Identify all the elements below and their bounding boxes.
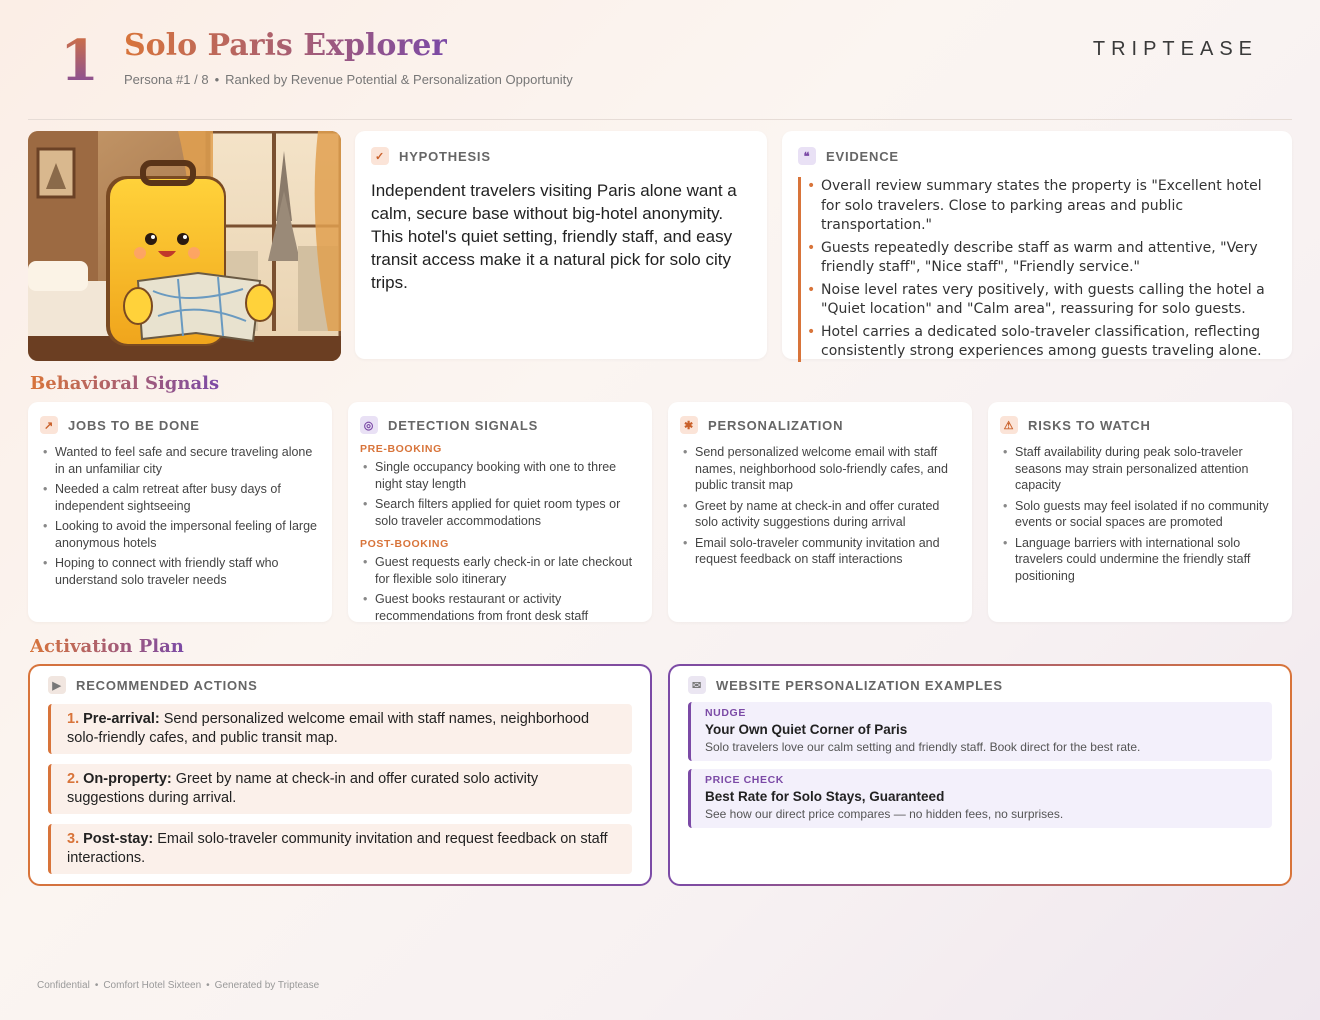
separator: • bbox=[214, 72, 220, 87]
action-label: Pre-arrival: bbox=[83, 711, 160, 727]
hypothesis-text: Independent travelers visiting Paris alone want a calm, secure base without big-hotel anonymity. This hotel's quiet setting, friendly staff, and easy transit access make it a natural pick for solo city trips. bbox=[371, 181, 737, 292]
list-item: • Wanted to feel safe and secure traveling alone in an unfamiliar city bbox=[40, 444, 320, 477]
envelope-icon: ✉ bbox=[688, 676, 706, 694]
jobs-to-be-done-card bbox=[28, 402, 332, 622]
detection-header bbox=[360, 416, 640, 434]
evidence-item: • Overall review summary states the property is "Excellent hotel for solo travelers. Close to parking areas and public transportation." bbox=[821, 177, 1276, 236]
risks-heading: RISKS TO WATCH bbox=[1028, 417, 1151, 433]
list-item: • Hoping to connect with friendly staff who understand solo traveler needs bbox=[40, 555, 320, 588]
example-headline: Best Rate for Solo Stays, Guaranteed bbox=[705, 789, 945, 804]
risks-header bbox=[1000, 416, 1280, 434]
example-tag: NUDGE bbox=[705, 707, 746, 719]
action-number: 3. bbox=[67, 831, 80, 847]
evidence-card bbox=[782, 131, 1292, 359]
example-tag: PRICE CHECK bbox=[705, 774, 784, 786]
personalization-header bbox=[680, 416, 960, 434]
list-item: • Guest books restaurant or activity recommendations from front desk staff bbox=[360, 591, 640, 624]
brand-logo: TRIPTEASE bbox=[1092, 38, 1258, 60]
warning-icon: ⚠ bbox=[1000, 416, 1018, 434]
footer-generated: Generated by Triptease bbox=[214, 980, 320, 991]
quote-icon: ❝ bbox=[798, 147, 816, 165]
hypothesis-heading: HYPOTHESIS bbox=[399, 148, 491, 164]
page-footer bbox=[37, 980, 319, 991]
example-body: See how our direct price compares — no hidden fees, no surprises. bbox=[705, 807, 1064, 821]
list-item: • Send personalized welcome email with staff names, neighborhood solo-friendly cafes, and public transit map bbox=[680, 444, 960, 494]
example-body: Solo travelers love our calm setting and friendly staff. Book direct for the best rate. bbox=[705, 740, 1141, 754]
action-number: 1. bbox=[67, 711, 80, 727]
footer-hotel: Comfort Hotel Sixteen bbox=[103, 980, 202, 991]
website-example bbox=[688, 769, 1272, 828]
page-subtitle bbox=[124, 72, 573, 87]
separator: • bbox=[94, 980, 99, 991]
target-icon: ◎ bbox=[360, 416, 378, 434]
list-item: • Email solo-traveler community invitation and request feedback on staff interactions bbox=[680, 535, 960, 568]
detection-signals-card bbox=[348, 402, 652, 622]
page-header bbox=[28, 20, 1292, 120]
behavioral-signals-title: Behavioral Signals bbox=[30, 373, 220, 394]
risks-card bbox=[988, 402, 1292, 622]
list-item: • Single occupancy booking with one to three night stay length bbox=[360, 459, 640, 492]
list-item: • Solo guests may feel isolated if no community events or social spaces are promoted bbox=[1000, 498, 1280, 531]
website-personalization-body bbox=[670, 666, 1290, 884]
risks-list bbox=[1000, 444, 1280, 584]
footer-confidential: Confidential bbox=[37, 980, 90, 991]
persona-illustration bbox=[28, 131, 341, 361]
example-headline: Your Own Quiet Corner of Paris bbox=[705, 722, 908, 737]
detection-heading: DETECTION SIGNALS bbox=[388, 417, 539, 433]
activation-plan-title: Activation Plan bbox=[30, 636, 184, 657]
list-item: • Needed a calm retreat after busy days of independent sightseeing bbox=[40, 481, 320, 514]
personalization-card bbox=[668, 402, 972, 622]
action-number: 2. bbox=[67, 771, 80, 787]
personalization-list bbox=[680, 444, 960, 568]
jobs-list bbox=[40, 444, 320, 588]
persona-count: Persona #1 / 8 bbox=[124, 72, 209, 87]
evidence-header bbox=[798, 147, 1276, 165]
recommended-actions-panel bbox=[28, 664, 652, 886]
arrow-up-right-icon: ↗ bbox=[40, 416, 58, 434]
pre-booking-label: PRE-BOOKING bbox=[360, 443, 442, 455]
evidence-item: • Hotel carries a dedicated solo-traveler classification, reflecting consistently strong experiences among guests traveling alone. bbox=[821, 323, 1276, 362]
suitcase-mascot-image bbox=[28, 131, 341, 361]
personalization-heading: PERSONALIZATION bbox=[708, 417, 844, 433]
recommended-actions-body bbox=[30, 666, 650, 884]
post-booking-label: POST-BOOKING bbox=[360, 538, 449, 550]
action-item bbox=[48, 764, 632, 814]
action-text: Send personalized welcome email with staff names, neighborhood solo-friendly cafes, and public transit map. bbox=[67, 711, 590, 746]
persona-rank: 1 bbox=[60, 28, 99, 94]
action-text: Greet by name at check-in and offer curated solo activity suggestions during arrival. bbox=[67, 771, 539, 806]
checkmark-icon: ✓ bbox=[371, 147, 389, 165]
list-item: • Search filters applied for quiet room types or solo traveler accommodations bbox=[360, 496, 640, 529]
action-item bbox=[48, 704, 632, 754]
list-item: • Greet by name at check-in and offer curated solo activity suggestions during arrival bbox=[680, 498, 960, 531]
website-header bbox=[688, 676, 1272, 694]
list-item: • Looking to avoid the impersonal feeling of large anonymous hotels bbox=[40, 518, 320, 551]
post-booking-list bbox=[360, 554, 640, 624]
evidence-list bbox=[798, 177, 1276, 362]
action-item bbox=[48, 824, 632, 874]
list-item: • Language barriers with international solo travelers could undermine the friendly staff positioning bbox=[1000, 535, 1280, 585]
hypothesis-header bbox=[371, 147, 751, 165]
sparkle-icon: ✱ bbox=[680, 416, 698, 434]
evidence-item: • Noise level rates very positively, with guests calling the hotel a "Quiet location" and "Calm area", reassuring for solo guests. bbox=[821, 281, 1276, 320]
jobs-header bbox=[40, 416, 320, 434]
evidence-item: • Guests repeatedly describe staff as warm and attentive, "Very friendly staff", "Nice staff", "Friendly service." bbox=[821, 239, 1276, 278]
action-label: Post-stay: bbox=[83, 831, 154, 847]
evidence-heading: EVIDENCE bbox=[826, 148, 899, 164]
action-text: Email solo-traveler community invitation and request feedback on staff interactions. bbox=[67, 831, 608, 866]
recommended-heading: RECOMMENDED ACTIONS bbox=[76, 677, 258, 693]
website-personalization-panel bbox=[668, 664, 1292, 886]
jobs-heading: JOBS TO BE DONE bbox=[68, 417, 200, 433]
hypothesis-card bbox=[355, 131, 767, 359]
ranking-note: Ranked by Revenue Potential & Personalization Opportunity bbox=[225, 72, 573, 87]
website-heading: WEBSITE PERSONALIZATION EXAMPLES bbox=[716, 677, 1003, 693]
website-example bbox=[688, 702, 1272, 761]
list-item: • Guest requests early check-in or late checkout for flexible solo itinerary bbox=[360, 554, 640, 587]
recommended-header bbox=[48, 676, 632, 694]
pre-booking-list bbox=[360, 459, 640, 529]
page-title: Solo Paris Explorer bbox=[124, 28, 448, 63]
list-item: • Staff availability during peak solo-traveler seasons may strain personalized attention capacity bbox=[1000, 444, 1280, 494]
play-icon: ▶ bbox=[48, 676, 66, 694]
separator: • bbox=[206, 980, 210, 991]
action-label: On-property: bbox=[83, 771, 172, 787]
